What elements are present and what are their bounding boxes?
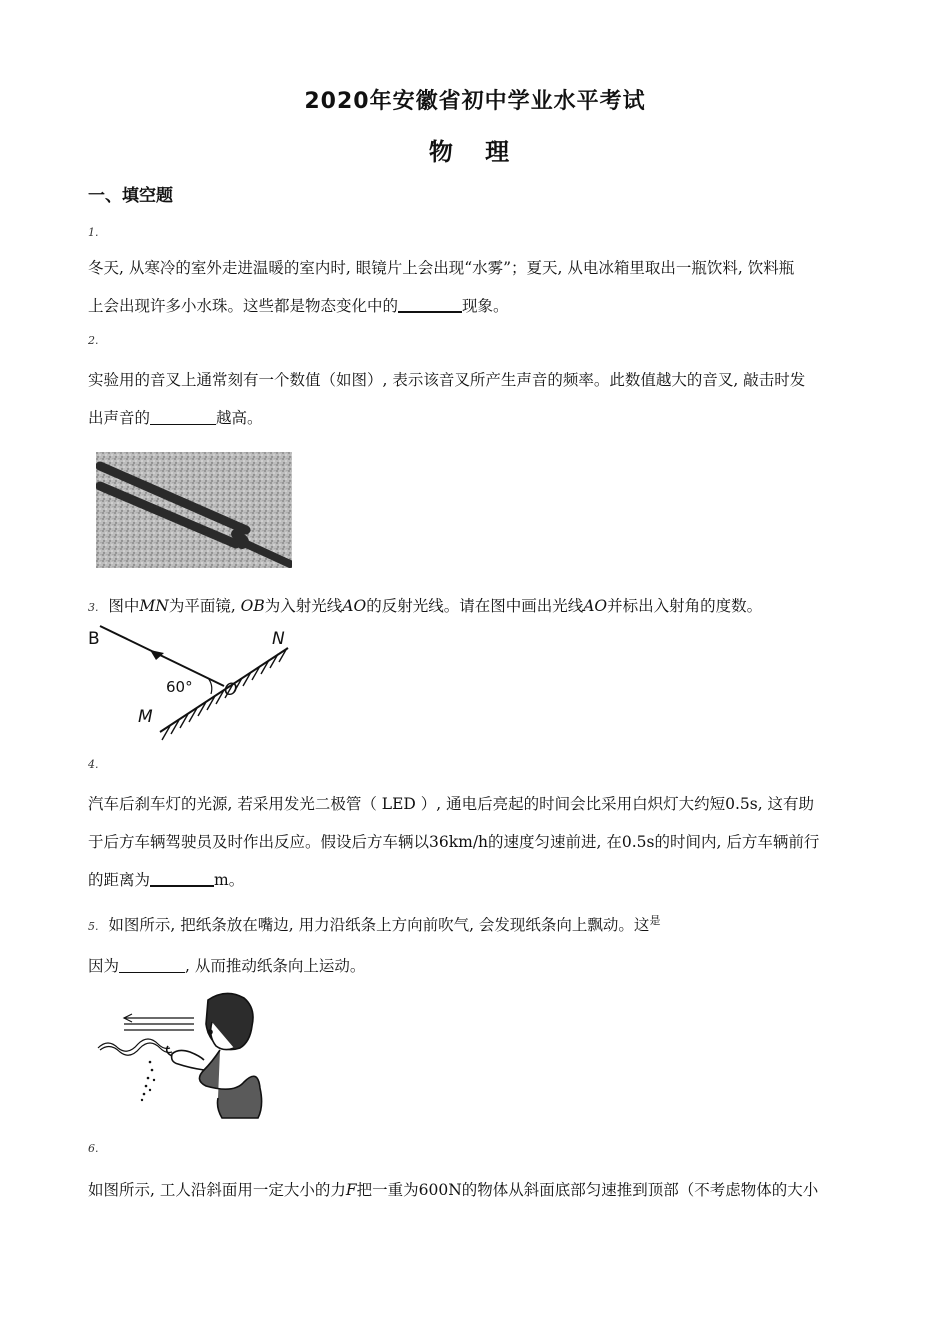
q3-text: 图中 [108, 597, 140, 615]
label-mn: MN [139, 597, 169, 615]
question-number: 4. [88, 758, 99, 771]
q6-line1-text: 如图所示, 工人沿斜面用一定大小的力 [88, 1181, 346, 1199]
q3-text: 并标出入射角的度数。 [607, 597, 763, 615]
airflow-arrows [124, 1014, 194, 1030]
q2-line1: 实验用的音叉上通常刻有一个数值（如图）, 表示该音叉所产生声音的频率。此数值越大的音叉, 敲击时发 [88, 371, 806, 389]
q3-text: 为平面镜, [168, 597, 241, 615]
q1-line2-tail: 现象。 [462, 297, 509, 315]
answer-blank[interactable] [398, 311, 462, 313]
q1-line2 [88, 294, 509, 316]
reflected-ray-ob [100, 626, 224, 686]
q5-line1-tail: 是 [649, 914, 661, 927]
question-number: 1. [88, 226, 99, 239]
paper-strip [98, 1039, 172, 1055]
q6-line1-tail: 把一重为600N的物体从斜面底部匀速推到顶部（不考虑物体的大小 [356, 1181, 819, 1199]
subject-title: 物 理 [428, 138, 522, 166]
question-number: 5. [88, 920, 99, 933]
question-number: 2. [88, 334, 99, 347]
breath-dots [141, 1061, 155, 1102]
q4-line3-tail: m。 [214, 871, 245, 889]
label-ob: OB [240, 597, 265, 615]
answer-blank[interactable] [119, 972, 185, 973]
q4-line1: 汽车后刹车灯的光源, 若采用发光二极管（ LED ）, 通电后亮起的时间会比采用白炽灯大约短0.5s, 这有助 [88, 795, 815, 813]
q5-line1 [88, 912, 660, 935]
answer-blank[interactable] [150, 885, 214, 887]
q4-line3-text: 的距离为 [88, 871, 151, 889]
label-f: F [345, 1181, 357, 1199]
q1-line2-text: 上会出现许多小水珠。这些都是物态变化中的 [88, 297, 399, 315]
label-o: O [224, 680, 238, 700]
q6-line1 [88, 1178, 818, 1200]
label-n: N [272, 629, 285, 649]
label-ao: AO [583, 597, 608, 615]
section-heading: 一、填空题 [88, 186, 173, 206]
q4-line3 [88, 868, 244, 890]
question-number: 6. [88, 1142, 99, 1155]
q2-line2-text: 出声音的 [88, 409, 151, 427]
q2-line2-tail: 越高。 [216, 409, 263, 427]
exam-title: 2020年安徽省初中学业水平考试 [304, 89, 646, 114]
q3-text: 为入射光线 [264, 597, 343, 615]
q3-text: 的反射光线。请在图中画出光线 [366, 597, 584, 615]
q1-line1: 冬天, 从寒冷的室外走进温暖的室内时, 眼镜片上会出现“水雾”；夏天, 从电冰箱里取出一瓶饮料, 饮料瓶 [88, 259, 795, 277]
q3-line1 [88, 594, 762, 616]
mirror-reflection-diagram [84, 622, 296, 744]
q2-line2 [88, 406, 263, 428]
q5-line2 [88, 954, 365, 976]
q5-line2-text: 因为 [88, 957, 120, 975]
q4-line2: 于后方车辆驾驶员及时作出反应。假设后方车辆以36km/h的速度匀速前进, 在0.5s的时间内, 后方车辆前行 [88, 833, 820, 851]
q5-line2-tail: , 从而推动纸条向上运动。 [185, 957, 366, 975]
boy-figure [167, 993, 262, 1118]
label-m: M [138, 707, 153, 727]
label-ao: AO [342, 597, 367, 615]
label-b: B [88, 629, 100, 649]
question-number: 3. [88, 601, 99, 614]
answer-blank[interactable] [150, 424, 216, 425]
blowing-paper-illustration [94, 990, 270, 1120]
angle-label: 60° [166, 678, 193, 696]
tuning-fork-photo [96, 452, 292, 568]
q5-line1-text: 如图所示, 把纸条放在嘴边, 用力沿纸条上方向前吹气, 会发现纸条向上飘动。这 [108, 916, 650, 934]
